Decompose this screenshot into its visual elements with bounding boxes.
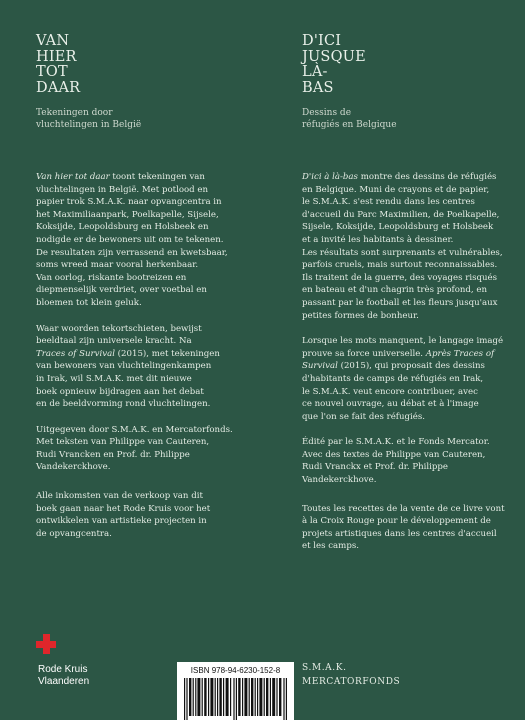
french-title-line: LÀ- <box>302 64 328 80</box>
logo-line: Vlaanderen <box>38 675 90 687</box>
text-line: Avec des textes de Philippe van Cauteren, <box>302 449 486 460</box>
dutch-title-line: DAAR <box>36 79 81 96</box>
dutch-title <box>36 34 236 96</box>
dutch-title-line: HIER <box>36 48 77 65</box>
book-title: D'ici à là-bas <box>302 172 358 182</box>
text-line: het Maximiliaanpark, Poelkapelle, Sijsele, <box>36 209 219 220</box>
text-line: de opvangcentra. <box>36 528 112 539</box>
red-cross-icon <box>36 634 56 654</box>
french-subtitle-line: réfugiés en Belgique <box>302 120 397 130</box>
text-line: à la Croix Rouge pour le développement de <box>302 516 491 527</box>
text-line: d'habitants de camps de réfugiés en Irak, <box>302 373 484 384</box>
text-line: Van oorlog, riskante bootreizen en <box>36 272 187 283</box>
dutch-body <box>36 171 246 553</box>
dutch-subtitle-line: vluchtelingen in België <box>36 120 142 130</box>
text-line: Vandekerckhove. <box>36 462 111 473</box>
french-paragraph-2 <box>302 335 517 423</box>
french-column <box>302 34 502 131</box>
text-line: projets artistiques dans les centres d'accueil <box>302 528 497 539</box>
book-title: Survival <box>302 361 338 372</box>
text-line: en Belgique. Muni de crayons et de papier, <box>302 184 490 195</box>
text-line: beeldtaal zijn universele kracht. Na <box>36 336 192 347</box>
text-line: Rudi Vrancken en Prof. dr. Philippe <box>36 449 190 460</box>
text-line: Uitgegeven door S.M.A.K. en Mercatorfonds. <box>36 424 233 435</box>
text-line: que l'on se fait des réfugiés. <box>302 411 425 422</box>
text-line: De resultaten zijn verrassend en kwetsbaar, <box>36 247 228 258</box>
french-paragraph-3 <box>302 436 517 486</box>
french-subtitle-line: Dessins de <box>302 108 352 118</box>
logo-text <box>38 664 89 687</box>
text-line: Toutes les recettes de la vente de ce livre vont <box>302 503 505 514</box>
text-line: le S.M.A.K. veut encore contribuer, avec <box>302 386 478 397</box>
text-line: le S.M.A.K. s'est rendu dans les centres <box>302 197 475 208</box>
french-title-line: JUSQUE <box>302 48 366 65</box>
text-line: boek gaan naar het Rode Kruis voor het <box>36 503 211 514</box>
text-line: parfois cruels, mais surtout reconnaissables. <box>302 260 498 271</box>
text-line: vluchtelingen in België. Met potlood en <box>36 184 209 195</box>
isbn-number: ISBN 978-94-6230-152-8 <box>190 666 281 675</box>
text-line: Met teksten van Philippe van Cauteren, <box>36 437 210 448</box>
text-line: en de beeldvorming rond vluchtelingen. <box>36 399 211 410</box>
text-line: diepmenselijk verdriet, over voetbal en <box>36 285 207 296</box>
text-line: Van hier tot daar toont tekeningen van <box>36 172 205 182</box>
text-line: Alle inkomsten van de verkoop van dit <box>36 491 203 502</box>
publisher-line: S.M.A.K. <box>302 663 347 673</box>
text-line: Sijsele, Koksijde, Leopoldsburg et Holsbeek <box>302 222 494 233</box>
text-line: en bateau et d'un chagrin très profond, en <box>302 285 487 296</box>
french-body <box>302 171 517 566</box>
text-line: nodigde er de bewoners uit om te tekenen. <box>36 234 224 245</box>
french-title-line: BAS <box>302 79 334 96</box>
dutch-title-line: TOT <box>36 64 68 80</box>
text-line: Rudi Vranckx et Prof. dr. Philippe <box>302 462 449 473</box>
dutch-paragraph-4 <box>36 490 246 540</box>
text-line: prouve sa force universelle. Après Traces of <box>302 348 495 359</box>
dutch-subtitle-line: Tekeningen door <box>36 108 113 118</box>
text-line: boek opnieuw bijdragen aan het debat <box>36 386 204 397</box>
text-line: Waar woorden tekortschieten, bewijst <box>36 323 202 334</box>
book-title: Traces of Survival <box>36 348 115 359</box>
barcode-bars <box>184 678 287 720</box>
barcode <box>177 662 294 720</box>
book-title: Après Traces of <box>425 348 495 359</box>
text-line: Traces of Survival (2015), met tekeningen <box>36 348 220 359</box>
publisher-line: MERCATORFONDS <box>302 677 401 687</box>
french-subtitle <box>302 107 502 131</box>
dutch-title-line: VAN <box>36 33 70 49</box>
french-title-line: D'ICI <box>302 33 342 49</box>
text-line: petites formes de bonheur. <box>302 310 419 321</box>
logo-line: Rode Kruis <box>38 664 88 675</box>
text-line: Les résultats sont surprenants et vulnérables, <box>302 247 503 258</box>
dutch-column <box>36 34 236 131</box>
dutch-subtitle <box>36 107 236 131</box>
text-line: ce nouvel ouvrage, au débat et à l'image <box>302 399 479 410</box>
text-line: in Irak, wil S.M.A.K. met dit nieuwe <box>36 373 192 384</box>
text-line: Lorsque les mots manquent, le langage imagé <box>302 336 504 347</box>
book-title: Van hier tot daar <box>36 172 110 182</box>
dutch-paragraph-1 <box>36 171 246 310</box>
text-line: papier trok S.M.A.K. naar opvangcentra in <box>36 197 222 208</box>
french-paragraph-1 <box>302 171 517 322</box>
text-line: Survival (2015), qui proposait des dessins <box>302 361 485 372</box>
text-line: D'ici à là-bas montre des dessins de réfugiés <box>302 172 497 182</box>
text-line: Ils traitent de la guerre, des voyages risqués <box>302 272 498 283</box>
french-paragraph-4 <box>302 503 517 553</box>
french-title <box>302 34 502 96</box>
text-line: Édité par le S.M.A.K. et le Fonds Mercator. <box>302 437 490 448</box>
publisher-names <box>302 661 400 689</box>
text-line: van bewoners van vluchtelingenkampen <box>36 361 212 372</box>
text-line: bloemen tot klein geluk. <box>36 297 142 308</box>
text-line: et les camps. <box>302 541 359 552</box>
text-line: et a invité les habitants à dessiner. <box>302 234 454 245</box>
text-line: Koksijde, Leopoldsburg en Holsbeek en <box>36 222 209 233</box>
text-line: passant par le football et les fleurs jusqu'aux <box>302 297 498 308</box>
dutch-paragraph-2 <box>36 323 246 411</box>
text-line: d'accueil du Parc Maximilien, de Poelkapelle, <box>302 209 500 220</box>
dutch-paragraph-3 <box>36 424 246 474</box>
text-line: ontwikkelen van artistieke projecten in <box>36 516 207 527</box>
text-line: soms wreed maar vooral herkenbaar. <box>36 260 199 271</box>
text-line: Vandekerckhove. <box>302 475 377 486</box>
